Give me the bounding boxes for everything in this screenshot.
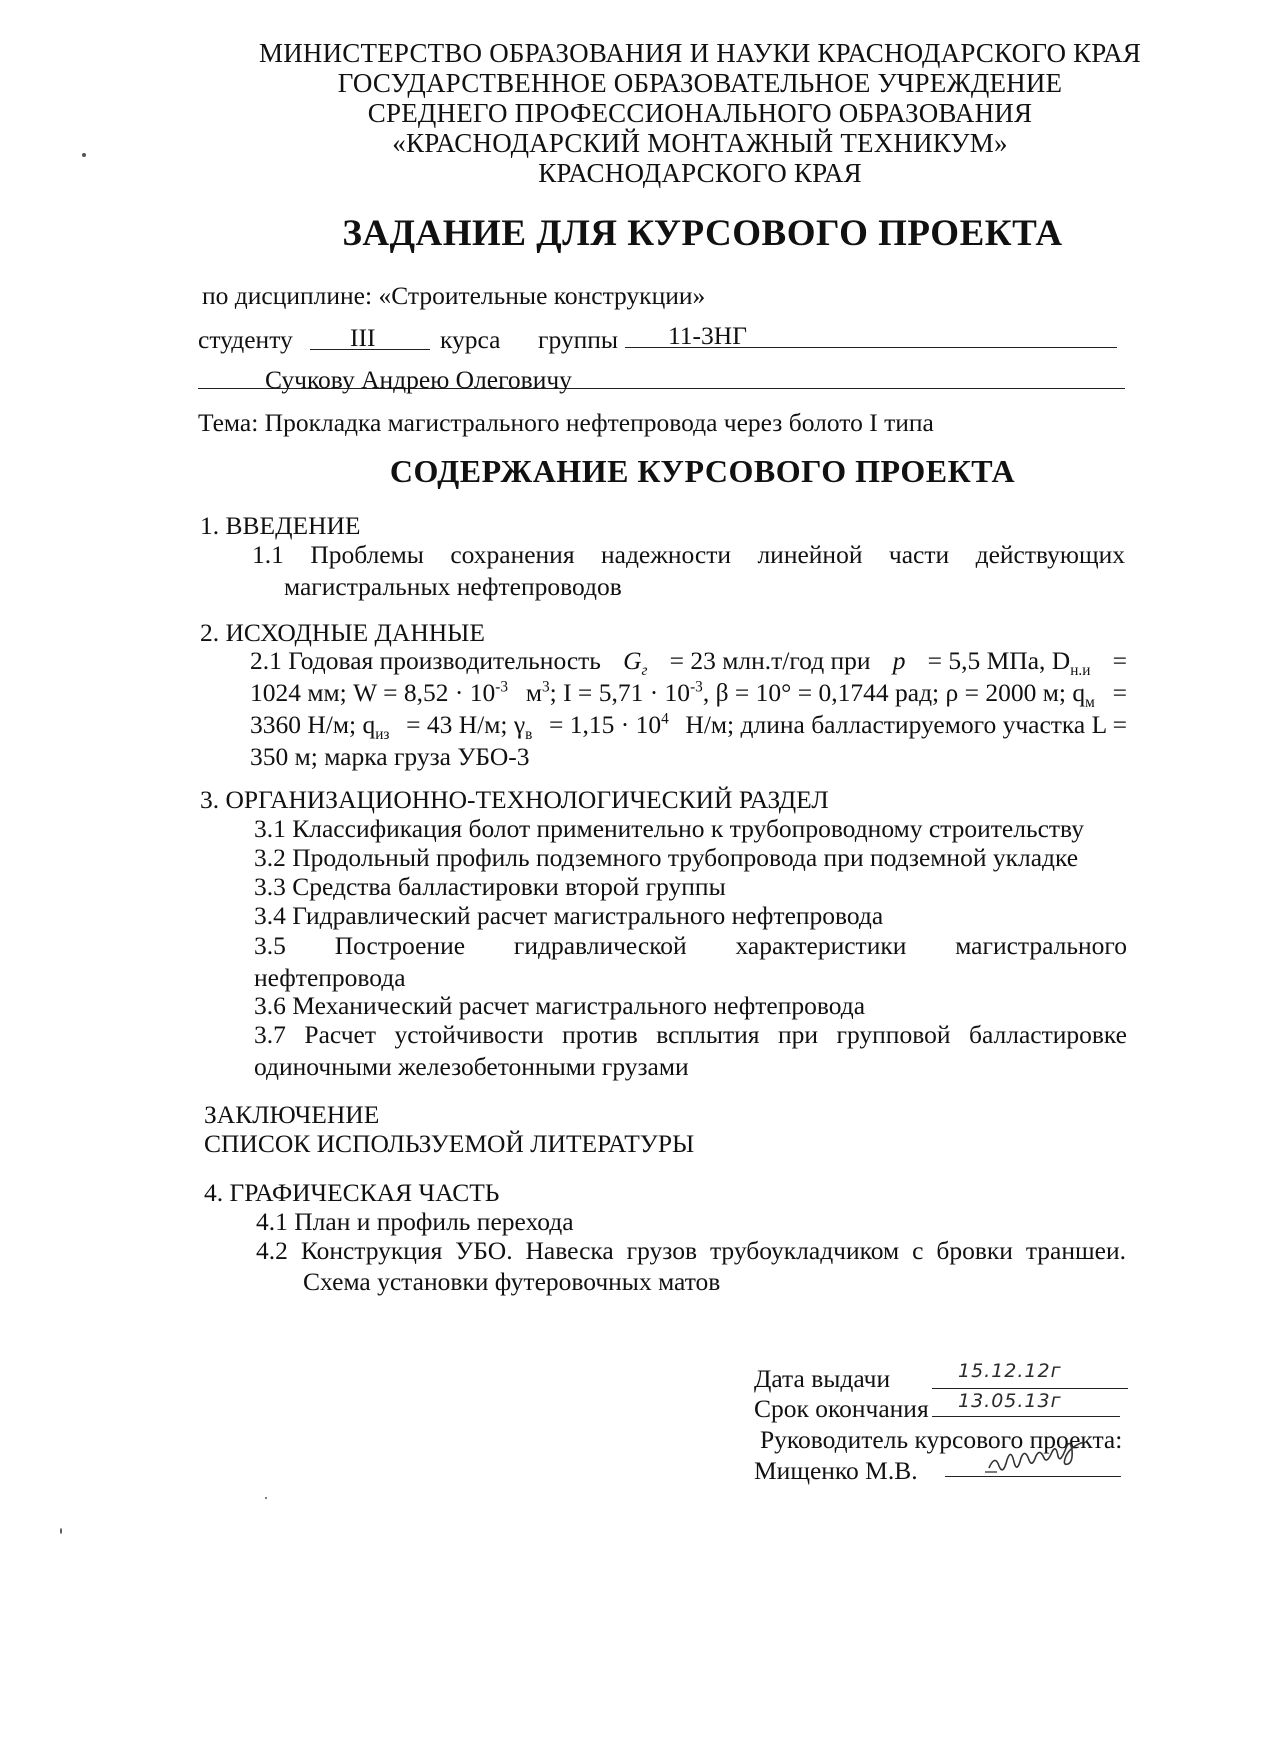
scan-speck [60, 1528, 62, 1534]
signature-icon [985, 1442, 1115, 1482]
course-label: курса [440, 325, 501, 354]
issue-date-label: Дата выдачи [754, 1364, 891, 1393]
text-fragment: = [1112, 678, 1127, 707]
supervisor-label: Руководитель курсового проекта: [760, 1425, 1123, 1454]
item-3-7: 3.7 Расчет устойчивости против всплытия при групповой балластировке [254, 1022, 1127, 1049]
item-1-1: 1.1 Проблемы сохранения надежности линейной части действующих [252, 542, 1125, 569]
item-2-1-line2 [250, 678, 1127, 712]
text-fragment: = 23 млн.т/год при [669, 646, 871, 675]
text-fragment: $м^3$; $I = 5,71 \cdot 10^{-3}$, β = 10° = 0,1744 рад; ρ = 2000 м; $q_м$ [525, 678, 1095, 712]
college-name-line: «КРАСНОДАРСКИЙ МОНТАЖНЫЙ ТЕХНИКУМ» [392, 128, 1008, 158]
item-3-5-cont: нефтепровода [254, 963, 406, 992]
text-fragment: = $1,15 \cdot 10^4$ [548, 710, 669, 739]
supervisor-name: Мищенко М.В. [754, 1456, 918, 1485]
item-3-4: 3.4 Гидравлический расчет магистрального нефтепровода [254, 901, 884, 930]
section-1-heading: 1. ВВЕДЕНИЕ [200, 511, 361, 540]
course-value: III [350, 323, 376, 352]
deadline-label: Срок окончания [754, 1394, 929, 1423]
theme-line: Тема: Прокладка магистрального нефтепровода через болото I типа [198, 408, 934, 437]
group-value: 11-3НГ [668, 321, 747, 350]
item-4-2: 4.2 Конструкция УБО. Навеска грузов трубоукладчиком с бровки траншеи. [256, 1238, 1126, 1265]
issue-date: 15.12.12г [958, 1360, 1062, 1382]
conclusion-heading: ЗАКЛЮЧЕНИЕ [204, 1100, 380, 1129]
discipline-line: по дисциплине: «Строительные конструкции» [202, 281, 706, 310]
student-label: студенту [198, 325, 293, 354]
contents-title: СОДЕРЖАНИЕ КУРСОВОГО ПРОЕКТА [389, 453, 1016, 489]
item-3-3: 3.3 Средства балластировки второй группы [254, 872, 726, 901]
literature-heading: СПИСОК ИСПОЛЬЗУЕМОЙ ЛИТЕРАТУРЫ [204, 1129, 695, 1158]
item-4-2-cont: Схема установки футеровочных матов [303, 1267, 721, 1296]
education-level-line: СРЕДНЕГО ПРОФЕССИОНАЛЬНОГО ОБРАЗОВАНИЯ [367, 98, 1033, 128]
scan-speck [265, 1497, 267, 1499]
item-3-5: 3.5 Построение гидравлической характеристики магистрального [254, 933, 1127, 960]
scan-speck [82, 153, 86, 157]
region-line: КРАСНОДАРСКОГО КРАЯ [538, 158, 862, 188]
deadline-date: 13.05.13г [958, 1390, 1062, 1412]
text-fragment: $G_г$ [623, 646, 648, 680]
item-3-6: 3.6 Механический расчет магистрального нефтепровода [254, 991, 866, 1020]
item-3-1: 3.1 Классификация болот применительно к трубопроводному строительству [254, 814, 1084, 843]
group-label: группы [538, 325, 619, 354]
institution-line: ГОСУДАРСТВЕННОЕ ОБРАЗОВАТЕЛЬНОЕ УЧРЕЖДЕНИЕ [337, 68, 1063, 98]
text-fragment: 1024 мм; $W = 8,52 \cdot 10^{-3}$ [250, 678, 508, 707]
item-1-1-cont: магистральных нефтепроводов [284, 572, 622, 601]
item-2-1-line1 [250, 646, 1127, 680]
section-2-heading: 2. ИСХОДНЫЕ ДАННЫЕ [200, 618, 485, 647]
section-4-heading: 4. ГРАФИЧЕСКАЯ ЧАСТЬ [204, 1178, 500, 1207]
text-fragment: p [892, 646, 906, 675]
ministry-line: МИНИСТЕРСТВО ОБРАЗОВАНИЯ И НАУКИ КРАСНОДАРСКОГО КРАЯ [259, 38, 1141, 68]
page-title: ЗАДАНИЕ ДЛЯ КУРСОВОГО ПРОЕКТА [342, 213, 1063, 254]
item-4-1: 4.1 План и профиль перехода [256, 1207, 574, 1236]
text-fragment: = 43 Н/м; $\gamma_в$ [406, 710, 533, 744]
item-3-2: 3.2 Продольный профиль подземного трубопровода при подземной укладке [254, 843, 1079, 872]
item-2-1-line3 [250, 710, 1127, 744]
section-3-heading: 3. ОРГАНИЗАЦИОННО-ТЕХНОЛОГИЧЕСКИЙ РАЗДЕЛ [200, 785, 829, 814]
text-fragment: Н/м; длина балластируемого участка L = [685, 710, 1127, 739]
text-fragment: 2.1 Годовая производительность [250, 646, 601, 675]
text-fragment: 3360 Н/м; $q_{из}$ [250, 710, 390, 744]
item-2-1-line4: 350 м; марка груза УБО-3 [250, 742, 530, 771]
student-name: Сучкову Андрею Олеговичу [265, 365, 572, 394]
text-fragment: = 5,5 МПа, $D_{н.и}$ [927, 646, 1091, 680]
text-fragment: = [1112, 646, 1127, 675]
item-3-7-cont: одиночными железобетонными грузами [254, 1052, 689, 1081]
